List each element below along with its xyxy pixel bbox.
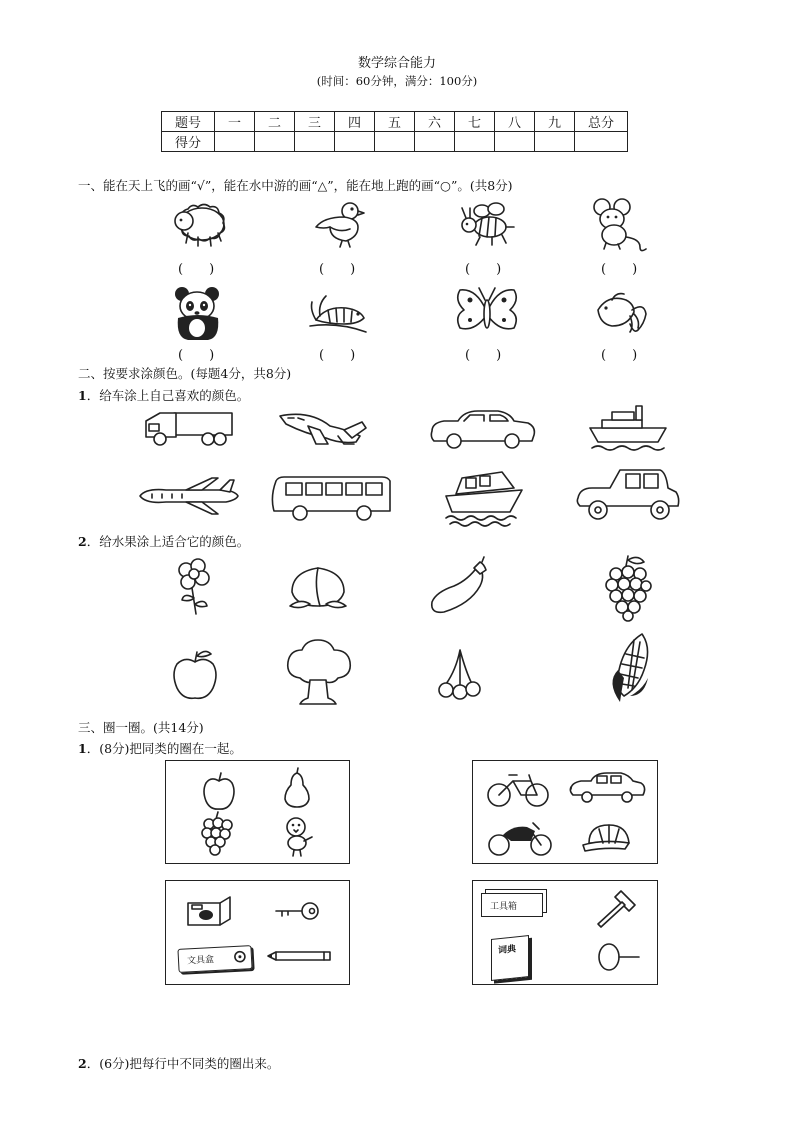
sub-text: (8分)把同类的圈在一起。 [99,741,242,756]
grapes-icon [604,554,652,620]
question-3-text: 三、圈一圈。(共14分) [78,720,204,735]
score-table [161,111,628,152]
toolbox-icon [481,893,543,917]
chick-icon [280,815,314,857]
score-header-cell: 四 [335,112,375,132]
car-icon [428,409,536,451]
question-2-sub2: 2．给水果涂上适合它的颜色。 [78,534,250,549]
dictionary-label: 词典 [498,944,517,957]
group-box-vehicles[interactable] [472,760,658,864]
score-header-cell: 一 [215,112,255,132]
answer-blank[interactable]: ( ) [601,262,638,277]
score-header-cell: 五 [375,112,415,132]
sub-number: 1 [78,388,87,403]
eggplant-icon [428,556,490,618]
sheep-icon [168,199,230,249]
apple-icon [202,771,236,811]
group-box-tools[interactable] [472,880,658,985]
bird-icon [312,199,368,249]
sub-text: 给水果涂上适合它的颜色。 [99,534,250,549]
shrimp-icon [306,292,372,336]
cherries-icon [436,648,482,700]
answer-blank[interactable]: ( ) [178,348,215,363]
score-cell[interactable] [255,132,295,152]
goldfish-icon [592,290,652,336]
peach-icon [286,560,350,612]
score-header-cell: 六 [415,112,455,132]
mouse-icon [590,197,652,253]
boat-icon [442,466,526,528]
score-cell[interactable] [455,132,495,152]
bus-icon [270,475,392,521]
car-icon [569,771,645,807]
bee-icon [456,199,518,249]
question-2-text: 二、按要求涂颜色。(每题4分，共8分) [78,366,292,381]
pencil-case-icon [177,945,252,973]
tree-icon [284,638,354,706]
score-row-label: 得分 [162,132,215,152]
airplane-icon [138,478,242,516]
score-cell[interactable] [415,132,455,152]
ship-icon [588,404,668,454]
panda-icon [172,286,226,342]
score-cell[interactable] [495,132,535,152]
answer-blank[interactable]: ( ) [178,262,215,277]
score-table-header-row [162,112,628,132]
key-icon [274,901,324,921]
page-subtitle: (时间：60分钟，满分：100分) [316,74,478,88]
question-1-text: 一、能在天上飞的画“√”，能在水中游的画“△”，能在地上跑的画“○”。(共8分) [78,178,513,193]
score-header-cell: 三 [295,112,335,132]
fighter-jet-icon [278,406,368,452]
group-box-fruits[interactable] [165,760,350,864]
answer-blank[interactable]: ( ) [601,348,638,363]
hammer-icon [595,887,641,927]
flower-icon [174,558,214,616]
toolbox-label: 工具箱 [490,902,518,912]
cap-icon [581,821,635,853]
question-2-sub1: 1．给车涂上自己喜欢的颜色。 [78,388,250,403]
motorcycle-icon [487,817,553,857]
score-cell[interactable] [335,132,375,152]
answer-blank[interactable]: ( ) [319,262,356,277]
group-box-stationery[interactable] [165,880,350,985]
sub-number: 2 [78,534,87,549]
apple-icon [172,648,218,702]
answer-blank[interactable]: ( ) [465,348,502,363]
dictionary-icon [491,935,529,981]
page-title: 数学综合能力 [357,56,436,71]
butterfly-icon [454,286,520,340]
question-3-sub1: 1．(8分)把同类的圈在一起。 [78,741,242,756]
score-cell[interactable] [215,132,255,152]
score-header-cell: 总分 [575,112,628,132]
truck-icon [144,407,236,451]
answer-blank[interactable]: ( ) [319,348,356,363]
score-cell[interactable] [295,132,335,152]
pencil-icon [266,949,338,963]
score-header-cell: 八 [495,112,535,132]
pencil-case-label: 文具盒 [186,955,215,967]
score-header-cell: 题号 [162,112,215,132]
answer-blank[interactable]: ( ) [465,262,502,277]
score-header-cell: 九 [535,112,575,132]
bicycle-icon [485,769,551,809]
sub-number: 1 [78,741,87,756]
grapes-icon [200,811,234,857]
pencil-sharpener-icon [184,893,234,927]
score-table-score-row [162,132,628,152]
score-cell[interactable] [375,132,415,152]
sub-text: (6分)把每行中不同类的圈出来。 [99,1056,280,1071]
pear-icon [282,767,312,809]
vintage-car-icon [574,468,682,524]
flower-decoration-icon [233,949,248,964]
question-3-sub2: 2．(6分)把每行中不同类的圈出来。 [78,1056,280,1071]
score-header-cell: 二 [255,112,295,132]
sub-number: 2 [78,1056,87,1071]
sub-text: 给车涂上自己喜欢的颜色。 [99,388,250,403]
score-cell[interactable] [575,132,628,152]
corn-icon [604,630,652,702]
thumbtack-icon [595,941,643,975]
score-header-cell: 七 [455,112,495,132]
score-cell[interactable] [535,132,575,152]
